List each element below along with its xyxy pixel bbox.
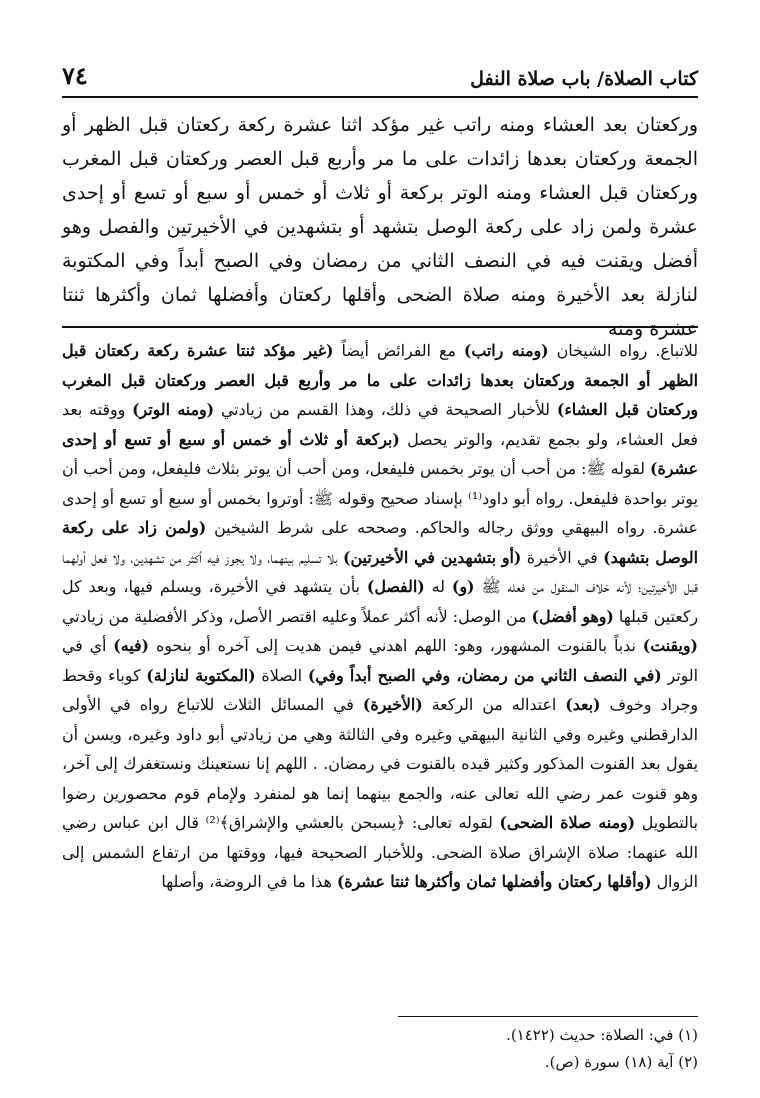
commentary-text: له bbox=[424, 577, 452, 596]
commentary-text: أي في الوتر bbox=[62, 636, 699, 685]
commentary-text: في المسائل الثلاث للاتباع رواه في الأولى الدارقطني وغيره وفي الثانية البيهقي وغيره وفي الثالثة وهي من زيادتي أبو داود وغيره، ويسن أن يقول بعد القنوت المذكور وكثير قيده بالقنوت في رمضان. . اللهم إنا نستعينك ونستغفرك إلى آخر، وهو قنوت عمر رضي الله تعالى عنه، والجمع بينهما إنما هو لمنفرد ولإمام قوم محصورين رضوا بالتطويل bbox=[62, 695, 699, 832]
footnote-separator bbox=[398, 1016, 698, 1017]
commentary-text: من الوصل: لأنه أكثر عملاً وعليه اقتصر الأصل، وذكر الأفضلية من زيادتي bbox=[62, 606, 532, 626]
matn-quote: (الفصل) bbox=[366, 577, 425, 596]
commentary-text: في الأخيرة bbox=[521, 547, 604, 567]
running-title: كتاب الصلاة/ باب صلاة النفل bbox=[470, 68, 698, 90]
commentary-text: الصلاة bbox=[255, 665, 308, 685]
matn-quote: (و) bbox=[451, 577, 475, 596]
commentary-text: بأن يتشهد في الأخيرة، ويسلم فيها، وبعد كل ركعتين قبلها bbox=[62, 577, 698, 626]
matn-quote: (أو بتشهدين في الأخيرتين) bbox=[343, 547, 522, 567]
commentary-text: للأخبار الصحيحة في ذلك، وهذا القسم من زيادتي bbox=[214, 400, 557, 419]
text-separator bbox=[62, 326, 698, 328]
matn-quote: (غير مؤكد ثنتا عشرة ركعة ركعتان قبل الظهر أو الجمعة وركعتان بعدها زائدات على ما مر وأربع قبل العصر وركعتان قبل المغرب وركعتان قبل العشاء) bbox=[62, 341, 699, 419]
matn-quote: (وأقلها ركعتان وأفضلها ثمان وأكثرها ثنتا عشرة) bbox=[336, 872, 652, 891]
main-text-paragraph: وركعتان بعد العشاء ومنه راتب غير مؤكد اثنا عشرة ركعة ركعتان قبل الظهر أو الجمعة وركعتان بعدها زائدات على ما مر وأربع قبل العصر وركعتان قبل المغرب وركعتان قبل العشاء ومنه الوتر بركعة أو ثلاث أو خمس أو سبع أو تسع أو إحدى عشرة ولمن زاد على ركعة الوصل بتشهد أو بتشهدين في الأخيرتين والفصل وهو أفضل ويقنت فيه في النصف الثاني من رمضان وفي الصبح أبداً وفي المكتوبة لنازلة بعد الأخيرة ومنه صلاة الضحى وأقلها ركعتان وأفضلها ثمان وأكثرها ثنتا عشرة ومنه bbox=[62, 114, 698, 340]
commentary-text: بلا تسليم بينهما، ولا يجوز فيه أكثر من تشهدين، ولا فعل أولهما قبل الأخيرتين؛ لأنه خلاف المنقول من فعله ﷺ bbox=[62, 547, 699, 596]
matn-quote: (ويقنت) bbox=[642, 636, 698, 655]
matn-quote: (ومنه الوتر) bbox=[132, 400, 215, 419]
commentary-paragraph bbox=[62, 336, 698, 897]
matn-quote: (ومنه راتب) bbox=[463, 341, 549, 360]
main-text bbox=[62, 108, 698, 346]
matn-quote: (ولمن زاد على ركعة الوصل بتشهد) bbox=[62, 518, 698, 567]
commentary-text: مع الفرائض أيضاً bbox=[333, 341, 464, 360]
matn-quote: (وهو أفضل) bbox=[531, 606, 614, 626]
commentary-text: كوباء وقحط وجراد وخوف bbox=[62, 665, 698, 714]
matn-quote: (الأخيرة) bbox=[362, 695, 423, 714]
matn-quote: (المكتوبة لنازلة) bbox=[146, 665, 256, 685]
matn-quote: (في النصف الثاني من رمضان، وفي الصبح أبداً وفي) bbox=[307, 665, 662, 685]
matn-quote: (ومنه صلاة الضحى) bbox=[499, 813, 636, 832]
commentary-text: اعتداله من الركعة bbox=[422, 695, 566, 714]
commentary-text: لقوله تعالى: ﴿يسبحن بالعشي والإشراق﴾⁽²⁾ قال ابن عباس رضي الله عنهما: صلاة الإشراق صلاة الضحى. وللأخبار الصحيحة فيها، ووقتها من ارتفاع الشمس إلى الزوال bbox=[62, 813, 698, 891]
footnotes bbox=[62, 1022, 698, 1076]
commentary-text: للاتباع. رواه الشيخان bbox=[548, 341, 699, 360]
matn-quote: (فيه) bbox=[113, 636, 150, 655]
matn-quote: (بركعة أو ثلاث أو خمس أو سبع أو تسع أو إحدى عشرة) bbox=[62, 429, 698, 478]
footnote-2: (٢) آية (١٨) سورة (ص). bbox=[544, 1053, 698, 1071]
page-header bbox=[62, 56, 698, 98]
commentary-text: ندباً بالقنوت المشهور، وهو: اللهم اهدني فيمن هديت إلى آخره أو بنحوه bbox=[149, 636, 643, 655]
commentary-text: هذا ما في الروضة، وأصلها bbox=[161, 872, 337, 891]
commentary bbox=[62, 336, 698, 897]
commentary-text: ووقته بعد فعل العشاء، ولو بجمع تقديم، والوتر يحصل bbox=[62, 400, 698, 449]
matn-quote: (بعد) bbox=[565, 695, 601, 714]
commentary-text: لقوله ﷺ: من أحب أن يوتر بخمس فليفعل، ومن أحب أن يوتر بثلاث فليفعل، ومن أحب أن يوتر بواحدة فليفعل. رواه أبو داود⁽¹⁾ بإسناد صحيح وقوله ﷺ: أوتروا بخمس أو سبع أو تسع أو إحدى عشرة. رواه البيهقي ووثق رجاله والحاكم. وصححه على شرط الشيخين bbox=[62, 459, 698, 537]
page-number: ٧٤ bbox=[62, 61, 88, 90]
footnote-1: (١) في: الصلاة: حديث (١٤٢٢). bbox=[506, 1026, 698, 1044]
